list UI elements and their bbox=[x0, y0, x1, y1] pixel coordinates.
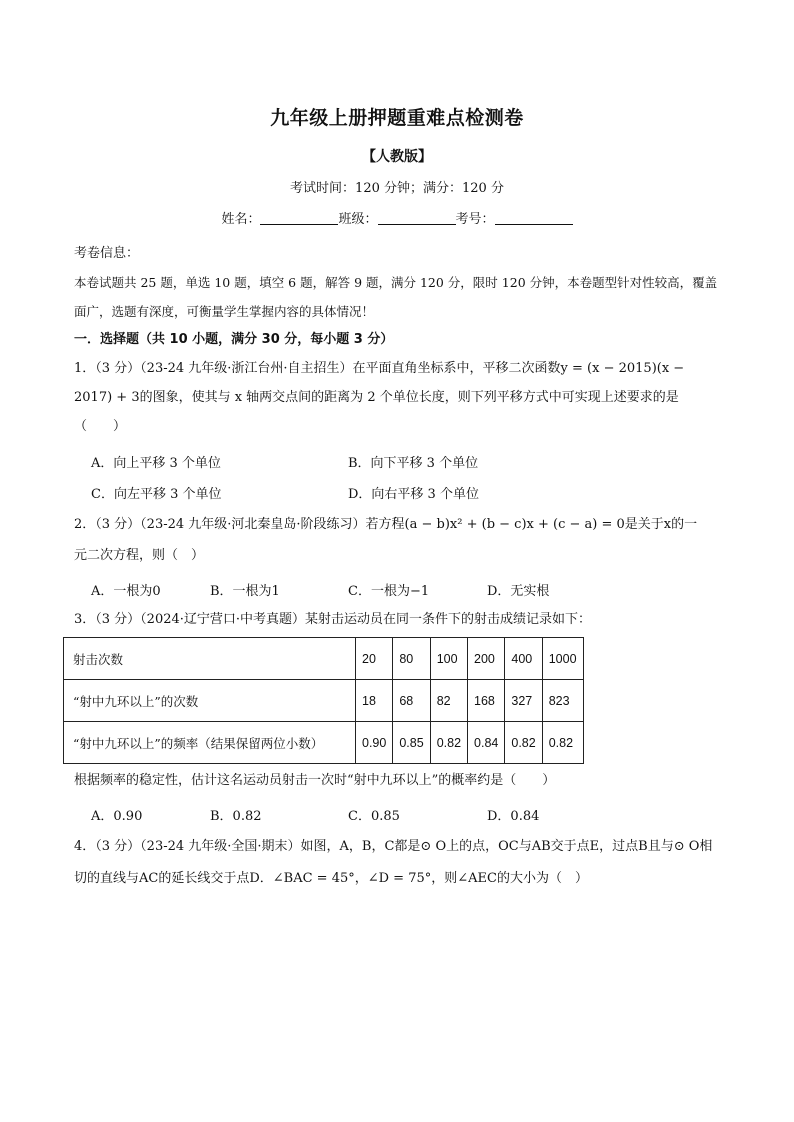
q3-option-d[interactable]: D．0.84 bbox=[487, 809, 540, 824]
q1-line-1: 1．（3 分）（23-24 九年级·浙江台州·自主招生）在平面直角坐标系中，平移二次函数y = (x − 2015)(x − bbox=[74, 361, 685, 376]
table-row bbox=[64, 722, 584, 764]
table-cell: 0.85 bbox=[393, 722, 430, 764]
class-label: 班级： bbox=[338, 212, 378, 227]
table-cell: 0.82 bbox=[430, 722, 467, 764]
q1-option-a[interactable]: A．向上平移 3 个单位 bbox=[91, 456, 221, 471]
q3-table bbox=[63, 637, 584, 764]
table-cell: 射击次数 bbox=[64, 638, 356, 680]
q4-line-1: 4．（3 分）（23-24 九年级·全国·期末）如图，A，B，C都是⊙ O上的点，OC与AB交于点E，过点B且与⊙ O相 bbox=[74, 839, 713, 854]
page-title: 九年级上册押题重难点检测卷 bbox=[270, 107, 524, 129]
section-heading: 一．选择题（共 10 小题，满分 30 分，每小题 3 分） bbox=[74, 332, 394, 347]
table-row bbox=[64, 638, 584, 680]
table-cell: 80 bbox=[393, 638, 430, 680]
table-cell: 400 bbox=[505, 638, 542, 680]
table-cell: 82 bbox=[430, 680, 467, 722]
table-cell: 823 bbox=[542, 680, 583, 722]
table-cell: 1000 bbox=[542, 638, 583, 680]
table-cell: “射中九环以上”的次数 bbox=[64, 680, 356, 722]
table-cell: 168 bbox=[468, 680, 505, 722]
name-blank[interactable] bbox=[260, 210, 338, 225]
table-row bbox=[64, 680, 584, 722]
table-cell: 0.84 bbox=[468, 722, 505, 764]
q2-option-c[interactable]: C．一根为−1 bbox=[348, 584, 430, 599]
info-line-2: 面广，选题有深度，可衡量学生掌握内容的具体情况！ bbox=[74, 304, 375, 319]
q3-after-text: 根据频率的稳定性，估计这名运动员射击一次时“射中九环以上”的概率约是（ ） bbox=[74, 773, 556, 788]
q3-option-a[interactable]: A．0.90 bbox=[91, 809, 143, 824]
table-cell: 327 bbox=[505, 680, 542, 722]
table-cell: 68 bbox=[393, 680, 430, 722]
table-cell: 100 bbox=[430, 638, 467, 680]
q2-option-d[interactable]: D．无实根 bbox=[487, 584, 550, 599]
student-info-fields bbox=[0, 208, 794, 227]
q1-option-d[interactable]: D．向右平移 3 个单位 bbox=[348, 487, 479, 502]
class-blank[interactable] bbox=[378, 210, 456, 225]
table-cell: 0.82 bbox=[505, 722, 542, 764]
q2-line-2: 元二次方程，则（ ） bbox=[74, 548, 205, 563]
table-cell: “射中九环以上”的频率（结果保留两位小数） bbox=[64, 722, 356, 764]
q1-line-2: 2017) + 3的图象，使其与 x 轴两交点间的距离为 2 个单位长度，则下列平移方式中可实现上述要求的是 bbox=[74, 390, 679, 405]
table-cell: 0.90 bbox=[356, 722, 393, 764]
edition-label: 【人教版】 bbox=[362, 149, 432, 165]
q2-line-1: 2．（3 分）（23-24 九年级·河北秦皇岛·阶段练习）若方程(a − b)x² + (b − c)x + (c − a) = 0是关于x的一 bbox=[74, 517, 698, 532]
q2-option-a[interactable]: A．一根为0 bbox=[91, 584, 161, 599]
info-line-1: 本卷试题共 25 题，单选 10 题，填空 6 题，解答 9 题，满分 120 分，限时 120 分钟，本卷题型针对性较高，覆盖 bbox=[74, 275, 718, 290]
q4-line-2: 切的直线与AC的延长线交于点D．∠BAC = 45°，∠D = 75°，则∠AEC的大小为（ ） bbox=[74, 871, 588, 886]
table-cell: 18 bbox=[356, 680, 393, 722]
table-cell: 200 bbox=[468, 638, 505, 680]
q1-line-3: （ ） bbox=[74, 419, 127, 434]
q1-option-b[interactable]: B．向下平移 3 个单位 bbox=[348, 456, 479, 471]
q1-option-c[interactable]: C．向左平移 3 个单位 bbox=[91, 487, 222, 502]
q3-option-c[interactable]: C．0.85 bbox=[348, 809, 400, 824]
name-label: 姓名： bbox=[221, 212, 261, 227]
info-heading: 考卷信息： bbox=[74, 246, 140, 261]
q3-line-1: 3．（3 分）（2024·辽宁营口·中考真题）某射击运动员在同一条件下的射击成绩记录如下： bbox=[74, 612, 592, 627]
table-cell: 0.82 bbox=[542, 722, 583, 764]
table-cell: 20 bbox=[356, 638, 393, 680]
id-blank[interactable] bbox=[495, 210, 573, 225]
id-label: 考号： bbox=[455, 212, 495, 227]
q3-option-b[interactable]: B．0.82 bbox=[210, 809, 262, 824]
q2-option-b[interactable]: B．一根为1 bbox=[210, 584, 280, 599]
exam-time: 考试时间：120 分钟；满分：120 分 bbox=[290, 181, 504, 196]
